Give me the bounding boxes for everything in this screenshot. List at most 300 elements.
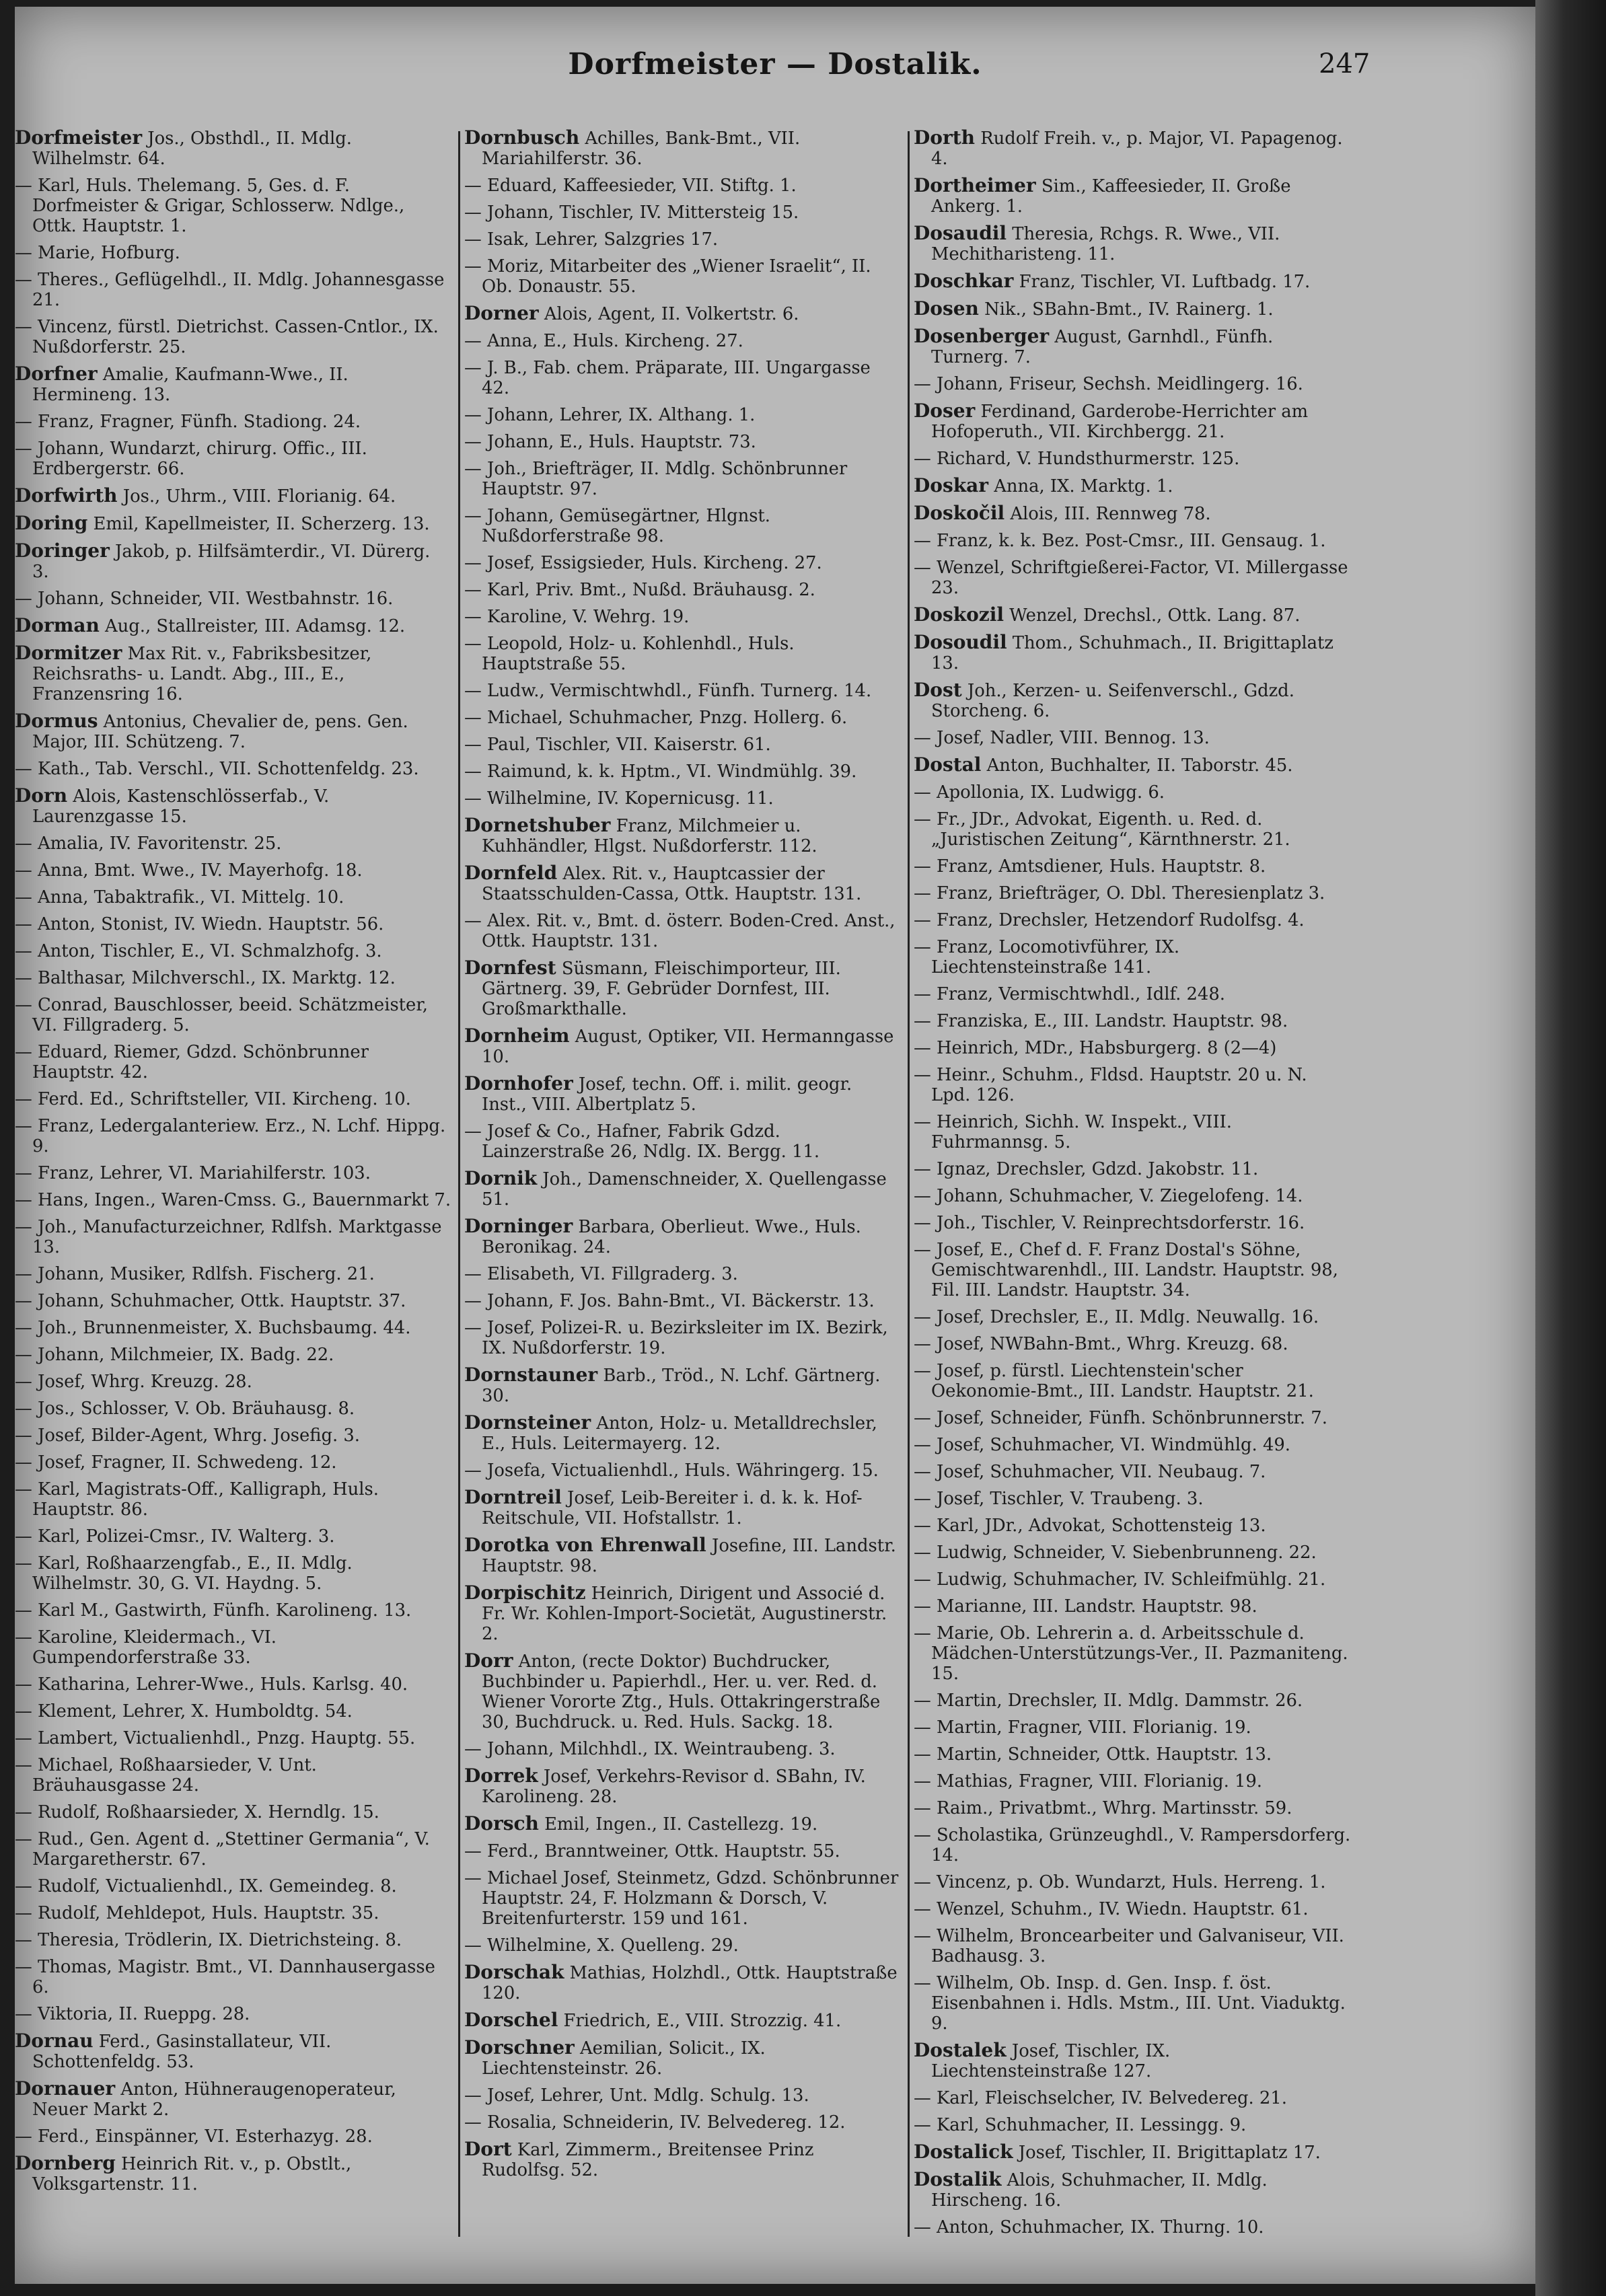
directory-entry: [15, 1399, 452, 1419]
entry-surname: Dorner: [464, 302, 539, 324]
directory-entry: [914, 1065, 1351, 1105]
directory-entry: [914, 1569, 1351, 1590]
entry-text: — Martin, Schneider, Ottk. Hauptstr. 13.: [914, 1744, 1272, 1765]
directory-entry: [914, 809, 1351, 850]
entry-text: — Josef, Polizei-R. u. Bezirksleiter im IX. Bezirk, IX. Nußdorferstr. 19.: [464, 1318, 888, 1358]
directory-entry: [15, 2153, 452, 2194]
entry-text: Sim., Kaffeesieder, II. Große Ankerg. 1.: [931, 176, 1291, 217]
directory-entry: [914, 883, 1351, 903]
entry-text: — Josef, Tischler, V. Traubeng. 3.: [914, 1489, 1204, 1509]
entry-text: — Marianne, III. Landstr. Hauptstr. 98.: [914, 1596, 1257, 1617]
entry-text: — Franziska, E., III. Landstr. Hauptstr. 98.: [914, 1011, 1288, 1031]
directory-entry: [914, 1516, 1351, 1536]
entry-text: — Ferd. Ed., Schriftsteller, VII. Kircheng. 10.: [15, 1089, 411, 1109]
entry-text: — Johann, F. Jos. Bahn-Bmt., VI. Bäckerstr. 13.: [464, 1291, 875, 1311]
entry-surname: Dormus: [15, 710, 98, 732]
entry-surname: Doskočil: [914, 502, 1005, 524]
directory-entry: [914, 2088, 1351, 2108]
entry-surname: Dornetshuber: [464, 814, 611, 836]
directory-entry: [464, 1651, 902, 1732]
directory-entry: [464, 1365, 902, 1406]
entry-text: — Johann, Tischler, IV. Mittersteig 15.: [464, 202, 799, 223]
entry-surname: Dorth: [914, 128, 975, 149]
entry-text: Jos., Obsthdl., II. Mdlg. Wilhelmstr. 64.: [32, 128, 352, 169]
directory-entry: [914, 1307, 1351, 1327]
directory-entry: [15, 2004, 452, 2024]
column-rule: [458, 131, 460, 2237]
entry-surname: Dostalek: [914, 2039, 1007, 2061]
entry-text: Franz, Milchmeier u. Kuhhändler, Hlgst. Nußdorferstr. 112.: [482, 816, 817, 856]
directory-entry: [914, 1334, 1351, 1354]
entry-text: — Anna, Bmt. Wwe., IV. Mayerhofg. 18.: [15, 860, 363, 881]
entry-text: — Johann, Schneider, VII. Westbahnstr. 16.: [15, 589, 394, 609]
entry-text: Jakob, p. Hilfsämterdir., VI. Dürerg. 3.: [32, 542, 431, 582]
entry-text: — Johann, E., Huls. Hauptstr. 73.: [464, 432, 756, 452]
directory-entry: [15, 1802, 452, 1822]
entry-text: August, Optiker, VII. Hermanngasse 10.: [482, 1027, 894, 1067]
entry-text: Friedrich, E., VIII. Strozzig. 41.: [558, 2011, 842, 2031]
directory-entry: [15, 128, 452, 169]
directory-entry: [15, 364, 452, 405]
entry-text: — Heinr., Schuhm., Fldsd. Hauptstr. 20 u. N. Lpd. 126.: [914, 1065, 1307, 1105]
directory-entry: [914, 782, 1351, 803]
directory-entry: [15, 1042, 452, 1082]
directory-entry: [15, 968, 452, 988]
entry-text: — Thomas, Magistr. Bmt., VI. Dannhausergasse 6.: [15, 1957, 435, 1997]
directory-entry: [464, 815, 902, 856]
directory-entry: [15, 860, 452, 881]
entry-text: — Josef, Drechsler, E., II. Mdlg. Neuwallg. 16.: [914, 1307, 1319, 1327]
directory-entry: [914, 2142, 1351, 2163]
directory-entry: [15, 1479, 452, 1520]
column-2: [464, 128, 902, 2267]
directory-entry: [15, 941, 452, 961]
directory-entry: [15, 412, 452, 432]
entry-text: — Kath., Tab. Verschl., VII. Schottenfeldg. 23.: [15, 759, 419, 779]
directory-entry: [914, 937, 1351, 977]
directory-entry: [914, 1240, 1351, 1300]
directory-entry: [464, 331, 902, 351]
entry-text: Josef, Tischler, II. Brigittaplatz 17.: [1013, 2143, 1321, 2163]
entry-text: — Josef, Schuhmacher, VII. Neubaug. 7.: [914, 1462, 1266, 1482]
entry-text: — Raimund, k. k. Hptm., VI. Windmühlg. 39.: [464, 762, 857, 782]
directory-entry: [914, 1798, 1351, 1818]
entry-text: — Lambert, Victualienhdl., Pnzg. Hauptg. 55.: [15, 1728, 416, 1748]
directory-entry: [464, 1026, 902, 1067]
directory-entry: [464, 2139, 902, 2180]
directory-entry: [464, 459, 902, 499]
entry-text: — Anton, Schuhmacher, IX. Thurng. 10.: [914, 2217, 1264, 2237]
entry-text: — Amalia, IV. Favoritenstr. 25.: [15, 834, 282, 854]
directory-entry: [914, 632, 1351, 673]
entry-text: — Josefa, Victualienhdl., Huls. Währingerg. 15.: [464, 1460, 879, 1481]
directory-entry: [464, 1766, 902, 1807]
entry-text: — Johann, Wundarzt, chirurg. Offic., III. Erdbergerstr. 66.: [15, 439, 367, 479]
entry-text: Ferd., Gasinstallateur, VII. Schottenfeldg. 53.: [32, 2032, 332, 2072]
entry-text: — Wilhelmine, X. Quelleng. 29.: [464, 1935, 739, 1956]
directory-entry: [464, 1460, 902, 1481]
entry-text: Josef, Verkehrs-Revisor d. SBahn, IV. Karolineng. 28.: [482, 1767, 866, 1807]
entry-text: — Eduard, Kaffeesieder, VII. Stiftg. 1.: [464, 176, 797, 196]
entry-text: Alois, Kastenschlösserfab., V. Laurenzgasse 15.: [32, 786, 330, 827]
entry-surname: Dorotka von Ehrenwall: [464, 1534, 706, 1556]
directory-entry: [914, 2170, 1351, 2211]
entry-text: — Wenzel, Schuhm., IV. Wiedn. Hauptstr. 61.: [914, 1899, 1309, 1919]
directory-entry: [15, 486, 452, 507]
directory-entry: [464, 2010, 902, 2031]
directory-entry: [15, 1957, 452, 1997]
directory-entry: [464, 1216, 902, 1257]
page-title: Dorfmeister — Dostalik.: [568, 47, 982, 81]
entry-surname: Dornauer: [15, 2077, 116, 2100]
directory-entry: [914, 1011, 1351, 1031]
directory-entry: [15, 1526, 452, 1547]
directory-entry: [464, 1318, 902, 1358]
entry-text: Karl, Zimmerm., Breitensee Prinz Rudolfsg. 52.: [482, 2140, 814, 2180]
directory-entry: [15, 270, 452, 310]
entry-surname: Dost: [914, 679, 962, 701]
entry-text: — Jos., Schlosser, V. Ob. Bräuhausg. 8.: [15, 1399, 355, 1419]
entry-text: Max Rit. v., Fabriksbesitzer, Reichsraths- u. Landt. Abg., III., E., Franzensring 16.: [32, 644, 372, 704]
directory-entry: [914, 728, 1351, 748]
directory-entry: [15, 176, 452, 236]
directory-entry: [464, 553, 902, 573]
directory-entry: [914, 449, 1351, 469]
directory-entry: [464, 1535, 902, 1576]
directory-entry: [15, 1553, 452, 1594]
entry-text: — Karl, Roßhaarzengfab., E., II. Mdlg. Wilhelmstr. 30, G. VI. Haydng. 5.: [15, 1553, 353, 1594]
entry-text: — Ludw., Vermischtwhdl., Fünfh. Turnerg. 14.: [464, 681, 872, 701]
directory-entry: [15, 887, 452, 908]
directory-entry: [914, 1691, 1351, 1711]
entry-text: — Johann, Schuhmacher, V. Ziegelofeng. 14.: [914, 1186, 1303, 1206]
entry-text: — Marie, Hofburg.: [15, 243, 180, 263]
entry-surname: Dornstauner: [464, 1364, 598, 1386]
directory-entry: [464, 2038, 902, 2079]
directory-entry: [15, 1116, 452, 1156]
entry-text: — Richard, V. Hundsthurmerstr. 125.: [914, 449, 1240, 469]
entry-text: Emil, Kapellmeister, II. Scherzerg. 13.: [87, 514, 430, 534]
column-1: [15, 128, 452, 2267]
directory-entry: [464, 634, 902, 674]
entry-text: — Mathias, Fragner, VIII. Florianig. 19.: [914, 1771, 1262, 1791]
directory-entry: [15, 1264, 452, 1284]
entry-text: — Klement, Lehrer, X. Humboldtg. 54.: [15, 1701, 353, 1721]
entry-text: — Karoline, V. Wehrg. 19.: [464, 607, 690, 627]
entry-text: — Karl, JDr., Advokat, Schottensteig 13.: [914, 1516, 1266, 1536]
entry-surname: Dostalik: [914, 2168, 1002, 2190]
entry-text: — Karl, Priv. Bmt., Nußd. Bräuhausg. 2.: [464, 580, 815, 600]
directory-entry: [464, 229, 902, 250]
directory-entry: [464, 1841, 902, 1861]
directory-entry: [914, 2217, 1351, 2237]
directory-entry: [914, 1623, 1351, 1684]
entry-text: — Karl, Schuhmacher, II. Lessingg. 9.: [914, 2115, 1247, 2135]
entry-text: Franz, Tischler, VI. Luftbadg. 17.: [1013, 272, 1311, 292]
directory-entry: [15, 1163, 452, 1183]
entry-text: August, Garnhdl., Fünfh. Turnerg. 7.: [931, 327, 1274, 367]
entry-text: — Josef, Fragner, II. Schwedeng. 12.: [15, 1452, 337, 1473]
directory-entry: [914, 503, 1351, 524]
entry-surname: Dosenberger: [914, 325, 1050, 347]
entry-text: Thom., Schuhmach., II. Brigittaplatz 13.: [931, 633, 1334, 673]
directory-entry: [15, 243, 452, 263]
entry-text: — Josef, Lehrer, Unt. Mdlg. Schulg. 13.: [464, 2085, 809, 2106]
directory-entry: [464, 256, 902, 297]
entry-surname: Dorschak: [464, 1961, 564, 1983]
entry-text: Anton, Hühneraugenoperateur, Neuer Markt 2.: [32, 2079, 396, 2120]
entry-surname: Doser: [914, 400, 976, 422]
directory-entry: [15, 1930, 452, 1950]
entry-text: — Josef, Schneider, Fünfh. Schönbrunnerstr. 7.: [914, 1408, 1327, 1428]
entry-text: — Josef, Schuhmacher, VI. Windmühlg. 49.: [914, 1435, 1290, 1455]
book-edge: [1535, 0, 1606, 2296]
entry-surname: Dorninger: [464, 1215, 573, 1237]
directory-entry: [914, 1462, 1351, 1482]
directory-entry: [914, 1926, 1351, 1966]
entry-text: Theresia, Rchgs. R. Wwe., VII. Mechitharisteng. 11.: [931, 224, 1280, 264]
entry-surname: Dornbusch: [464, 128, 580, 149]
entry-text: Süsmann, Fleischimporteur, III. Gärtnerg. 39, F. Gebrüder Dornfest, III. Großmarkthalle.: [482, 959, 841, 1019]
entry-surname: Doring: [15, 512, 88, 534]
directory-entry: [15, 1600, 452, 1621]
entry-text: — Franz, Fragner, Fünfh. Stadiong. 24.: [15, 412, 361, 432]
entry-text: Antonius, Chevalier de, pens. Gen. Major, III. Schützeng. 7.: [32, 712, 408, 752]
directory-entry: [15, 1425, 452, 1446]
directory-entry: [464, 1487, 902, 1528]
directory-entry: [464, 1868, 902, 1929]
entry-surname: Dorntreil: [464, 1486, 562, 1508]
entry-text: Nik., SBahn-Bmt., IV. Rainerg. 1.: [978, 299, 1274, 320]
directory-entry: [15, 786, 452, 827]
directory-entry: [15, 616, 452, 636]
entry-text: — Johann, Gemüsegärtner, Hlgnst. Nußdorferstraße 98.: [464, 506, 770, 546]
directory-entry: [914, 1213, 1351, 1233]
directory-entry: [464, 788, 902, 809]
entry-surname: Doskar: [914, 474, 989, 496]
directory-entry: [914, 1435, 1351, 1455]
entry-text: Jos., Uhrm., VIII. Florianig. 64.: [117, 486, 396, 507]
entry-surname: Dorsch: [464, 1812, 539, 1835]
directory-entry: [15, 1318, 452, 1338]
directory-entry: [464, 580, 902, 600]
entry-text: — Heinrich, MDr., Habsburgerg. 8 (2—4): [914, 1038, 1277, 1058]
directory-entry: [914, 605, 1351, 626]
entry-text: — Raim., Privatbmt., Whrg. Martinsstr. 59.: [914, 1798, 1292, 1818]
directory-entry: [464, 1291, 902, 1311]
directory-entry: [914, 2040, 1351, 2081]
entry-text: — Anton, Tischler, E., VI. Schmalzhofg. 3.: [15, 941, 382, 961]
directory-entry: [914, 374, 1351, 394]
directory-entry: [914, 1159, 1351, 1179]
column-rule: [908, 131, 910, 2237]
entry-text: — Johann, Friseur, Sechsh. Meidlingerg. 16.: [914, 374, 1303, 394]
directory-entry: [15, 1452, 452, 1473]
entry-text: — Martin, Fragner, VIII. Florianig. 19.: [914, 1717, 1251, 1738]
directory-entry: [464, 506, 902, 546]
directory-entry: [15, 643, 452, 704]
entry-text: — Vincenz, fürstl. Dietrichst. Cassen-Cntlor., IX. Nußdorferstr. 25.: [15, 317, 439, 357]
entry-text: — Wenzel, Schriftgießerei-Factor, VI. Millergasse 23.: [914, 558, 1348, 598]
entry-surname: Dostal: [914, 753, 982, 776]
entry-text: — Franz, k. k. Bez. Post-Cmsr., III. Gensaug. 1.: [914, 531, 1326, 551]
entry-text: Joh., Damenschneider, X. Quellengasse 51.: [482, 1169, 887, 1210]
entry-text: — Apollonia, IX. Ludwigg. 6.: [914, 782, 1165, 803]
entry-text: — Karl, Fleischselcher, IV. Belvedereg. 21.: [914, 2088, 1287, 2108]
entry-text: Amalie, Kaufmann-Wwe., II. Hermineng. 13.: [32, 365, 349, 405]
directory-entry: [914, 984, 1351, 1004]
entry-text: — Rudolf, Mehldepot, Huls. Hauptstr. 35.: [15, 1903, 379, 1923]
entry-text: — Conrad, Bauschlosser, beeid. Schätzmeister, VI. Fillgraderg. 5.: [15, 995, 429, 1035]
directory-entry: [914, 176, 1351, 217]
directory-entry: [15, 1701, 452, 1721]
entry-text: Anna, IX. Marktg. 1.: [988, 476, 1173, 496]
entry-text: — Johann, Milchmeier, IX. Badg. 22.: [15, 1345, 334, 1365]
directory-entry: [15, 1372, 452, 1392]
entry-text: Aug., Stallreister, III. Adamsg. 12.: [99, 616, 406, 636]
directory-entry: [914, 476, 1351, 496]
directory-entry: [15, 2126, 452, 2147]
entry-surname: Dornheim: [464, 1025, 570, 1047]
entry-text: — Franz, Drechsler, Hetzendorf Rudolfsg. 4.: [914, 910, 1305, 930]
directory-entry: [15, 1217, 452, 1257]
entry-text: — Ludwig, Schuhmacher, IV. Schleifmühlg. 21.: [914, 1569, 1326, 1590]
entry-text: — Franz, Amtsdiener, Huls. Hauptstr. 8.: [914, 856, 1266, 877]
entry-text: — Moriz, Mitarbeiter des „Wiener Israelit“, II. Ob. Donaustr. 55.: [464, 256, 871, 297]
directory-entry: [464, 911, 902, 951]
directory-entry: [464, 1935, 902, 1956]
entry-text: Heinrich Rit. v., p. Obstlt., Volksgartenstr. 11.: [32, 2154, 352, 2194]
entry-text: — Scholastika, Grünzeughdl., V. Rampersdorferg. 14.: [914, 1825, 1351, 1865]
directory-entry: [464, 1413, 902, 1454]
entry-text: — Rudolf, Roßhaarsieder, X. Herndlg. 15.: [15, 1802, 379, 1822]
entry-text: — Ferd., Branntweiner, Ottk. Hauptstr. 55.: [464, 1841, 840, 1861]
entry-text: — Paul, Tischler, VII. Kaiserstr. 61.: [464, 735, 771, 755]
entry-text: — Elisabeth, VI. Fillgraderg. 3.: [464, 1264, 738, 1284]
entry-text: — Fr., JDr., Advokat, Eigenth. u. Red. d. „Juristischen Zeitung“, Kärnthnerstr. 21.: [914, 809, 1290, 850]
directory-entry: [914, 680, 1351, 721]
directory-entry: [914, 1408, 1351, 1428]
entry-text: — Leopold, Holz- u. Kohlenhdl., Huls. Hauptstraße 55.: [464, 634, 795, 674]
entry-text: — Johann, Lehrer, IX. Althang. 1.: [464, 405, 756, 425]
directory-entry: [914, 2115, 1351, 2135]
directory-entry: [464, 405, 902, 425]
directory-entry: [464, 1583, 902, 1644]
entry-surname: Dorn: [15, 784, 68, 807]
entry-text: Anton, Buchhalter, II. Taborstr. 45.: [981, 755, 1293, 776]
directory-entry: [464, 1962, 902, 2003]
entry-text: — Franz, Lehrer, VI. Mariahilferstr. 103.: [15, 1163, 371, 1183]
entry-text: — Josef, Bilder-Agent, Whrg. Josefig. 3.: [15, 1425, 360, 1446]
directory-entry: [464, 1264, 902, 1284]
entry-text: Josef, Tischler, IX. Liechtensteinstraße 127.: [931, 2041, 1171, 2081]
directory-entry: [464, 708, 902, 728]
entry-surname: Dornsteiner: [464, 1411, 591, 1434]
entry-text: Rudolf Freih. v., p. Major, VI. Papagenog. 4.: [931, 128, 1343, 169]
directory-entry: [15, 439, 452, 479]
page-number: 247: [1319, 48, 1371, 79]
directory-entry: [15, 2031, 452, 2072]
directory-entry: [914, 1112, 1351, 1152]
directory-entry: [914, 1489, 1351, 1509]
entry-surname: Dorschner: [464, 2036, 575, 2059]
directory-entry: [15, 995, 452, 1035]
directory-entry: [464, 358, 902, 398]
entry-text: — Michael, Schuhmacher, Pnzg. Hollerg. 6.: [464, 708, 848, 728]
directory-entry: [15, 1829, 452, 1869]
directory-entry: [914, 910, 1351, 930]
entry-surname: Dorfmeister: [15, 128, 143, 149]
directory-entry: [464, 202, 902, 223]
entry-text: — Ludwig, Schneider, V. Siebenbrunneng. 22.: [914, 1543, 1317, 1563]
entry-text: — Viktoria, II. Rueppg. 28.: [15, 2004, 250, 2024]
directory-entry: [464, 2085, 902, 2106]
directory-entry: [15, 1674, 452, 1695]
entry-text: Barb., Tröd., N. Lchf. Gärtnerg. 30.: [482, 1366, 881, 1406]
entry-text: — Rud., Gen. Agent d. „Stettiner Germania“, V. Margaretherstr. 67.: [15, 1829, 430, 1869]
entry-text: — Joh., Brunnenmeister, X. Buchsbaumg. 44.: [15, 1318, 411, 1338]
entry-text: — Wilhelm, Ob. Insp. d. Gen. Insp. f. öst. Eisenbahnen i. Hdls. Mstm., III. Unt. Viaduktg. 9.: [914, 1973, 1346, 2034]
directory-entry: [914, 856, 1351, 877]
entry-text: — Karl, Huls. Thelemang. 5, Ges. d. F. Dorfmeister & Grigar, Schlosserw. Ndlge., Ottk. Hauptstr. 1.: [15, 176, 405, 236]
entry-surname: Dosen: [914, 297, 979, 320]
entry-surname: Dornau: [15, 2030, 94, 2052]
entry-surname: Dorschel: [464, 2009, 558, 2031]
directory-entry: [464, 735, 902, 755]
directory-entry: [15, 589, 452, 609]
directory-entry: [15, 2079, 452, 2120]
directory-entry: [15, 1627, 452, 1668]
entry-text: — Franz, Locomotivführer, IX. Liechtensteinstraße 141.: [914, 937, 1180, 977]
entry-text: — Theres., Geflügelhdl., II. Mdlg. Johannesgasse 21.: [15, 270, 445, 310]
entry-text: — Karl, Magistrats-Off., Kalligraph, Huls. Hauptstr. 86.: [15, 1479, 379, 1520]
entry-text: — Rosalia, Schneiderin, IV. Belvedereg. 12.: [464, 2112, 846, 2133]
entry-text: Aemilian, Solicit., IX. Liechtensteinstr. 26.: [482, 2038, 766, 2079]
entry-surname: Dornfeld: [464, 862, 558, 884]
directory-entry: [914, 1825, 1351, 1865]
directory-entry: [464, 863, 902, 904]
directory-entry: [914, 299, 1351, 320]
entry-text: — Ferd., Einspänner, VI. Esterhazyg. 28.: [15, 2126, 373, 2147]
directory-entry: [914, 558, 1351, 598]
entry-text: — Karl, Polizei-Cmsr., IV. Walterg. 3.: [15, 1526, 335, 1547]
directory-page: [15, 7, 1535, 2284]
entry-text: — Franz, Briefträger, O. Dbl. Theresienplatz 3.: [914, 883, 1325, 903]
entry-text: — Joh., Manufacturzeichner, Rdlfsh. Marktgasse 13.: [15, 1217, 442, 1257]
directory-entry: [914, 1899, 1351, 1919]
entry-text: — Isak, Lehrer, Salzgries 17.: [464, 229, 719, 250]
entry-surname: Dorman: [15, 614, 100, 636]
directory-entry: [15, 834, 452, 854]
entry-text: — Anna, E., Huls. Kircheng. 27.: [464, 331, 743, 351]
entry-text: — Josef, Whrg. Kreuzg. 28.: [15, 1372, 252, 1392]
directory-entry: [464, 958, 902, 1019]
directory-entry: [15, 1728, 452, 1748]
entry-text: — Ignaz, Drechsler, Gdzd. Jakobstr. 11.: [914, 1159, 1259, 1179]
entry-text: Joh., Kerzen- u. Seifenverschl., Gdzd. Storcheng. 6.: [931, 681, 1294, 721]
entry-text: Josef, Leib-Bereiter i. d. k. k. Hof-Reitschule, VII. Hofstallstr. 1.: [482, 1488, 863, 1528]
directory-entry: [464, 1074, 902, 1115]
directory-entry: [15, 1345, 452, 1365]
directory-entry: [15, 513, 452, 534]
entry-text: Mathias, Holzhdl., Ottk. Hauptstraße 120.: [482, 1963, 898, 2003]
entry-text: — Johann, Milchhdl., IX. Weintraubeng. 3.: [464, 1739, 836, 1759]
directory-entry: [15, 914, 452, 934]
entry-text: — Balthasar, Milchverschl., IX. Marktg. 12.: [15, 968, 396, 988]
entry-text: — Hans, Ingen., Waren-Cmss. G., Bauernmarkt 7.: [15, 1190, 451, 1210]
entry-surname: Doskozil: [914, 603, 1004, 626]
directory-entry: [914, 1744, 1351, 1765]
